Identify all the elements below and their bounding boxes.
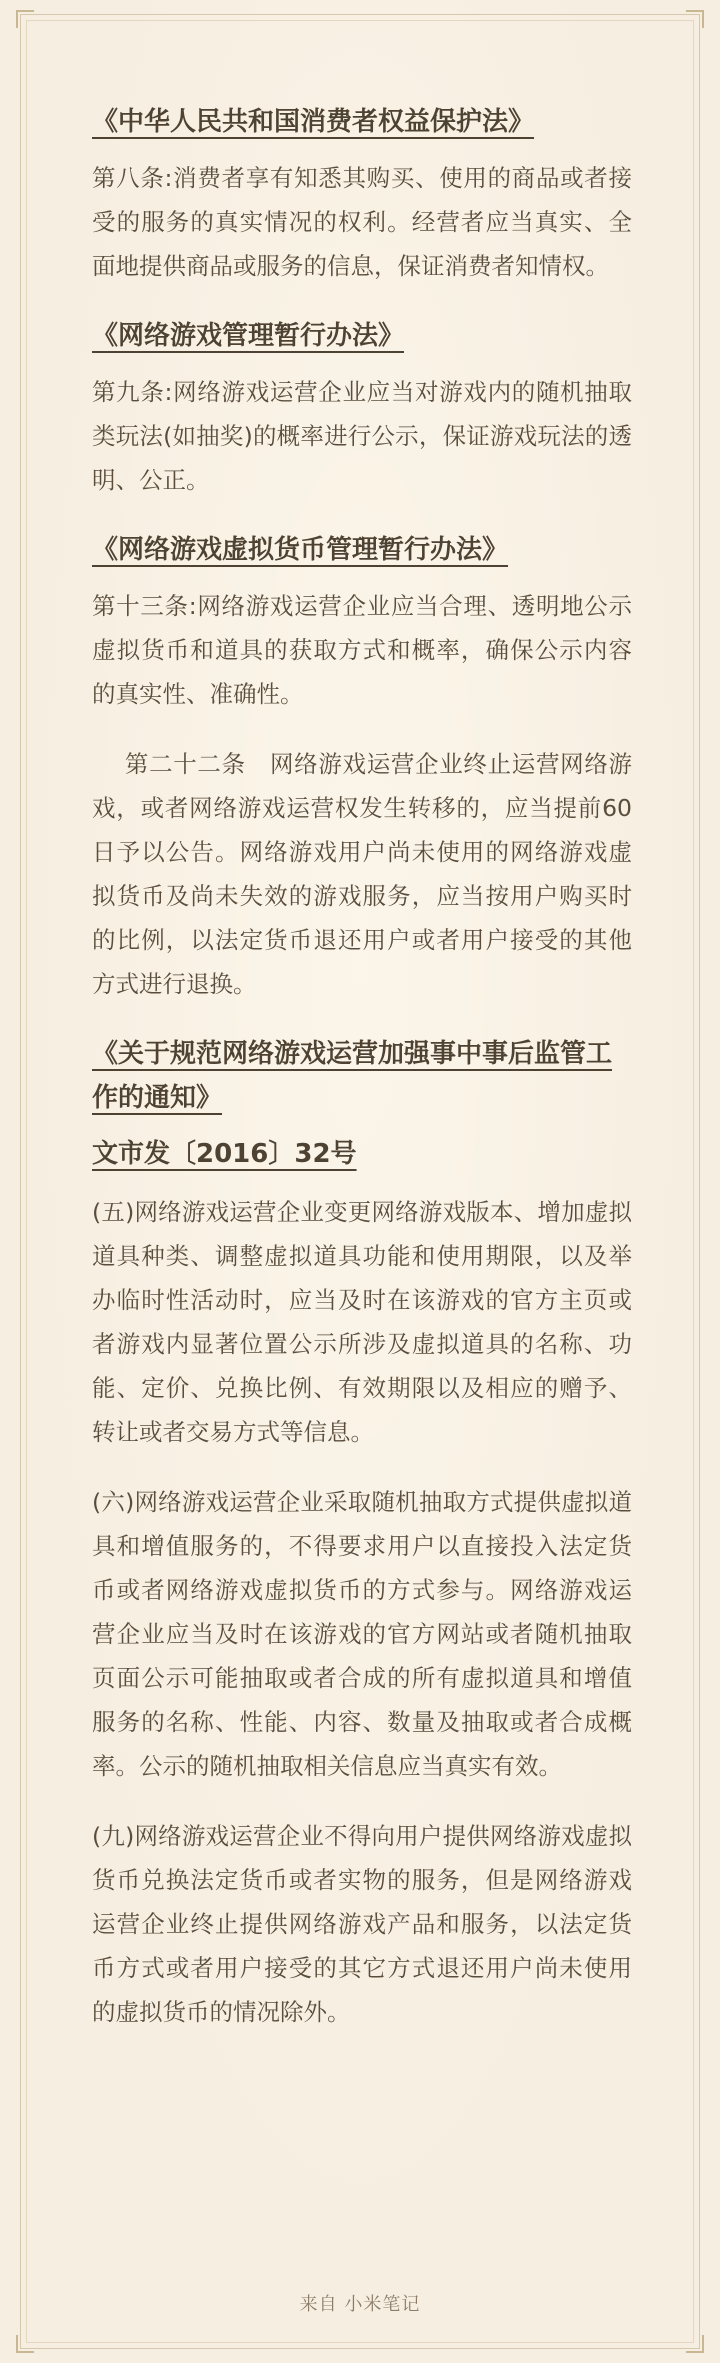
article-22-paragraph: 第二十二条 网络游戏运营企业终止运营网络游戏，或者网络游戏运营权发生转移的，应当提前60日予以公告。网络游戏用户尚未使用的网络游戏虚拟货币及尚未失效的游戏服务，应当按用户购买时的比例，以法定货币退还用户或者用户接受的其他方式进行退换。 (92, 750, 632, 998)
law-title-operation-supervision-notice: 《关于规范网络游戏运营加强事中事后监管工作的通知》 (92, 1039, 613, 1113)
note-content (92, 100, 632, 2060)
frame-corner-top-right (686, 10, 704, 28)
frame-corner-top-left (16, 10, 34, 28)
document-number: 文市发〔2016〕32号 (92, 1139, 357, 1169)
article-13-paragraph: 第十三条:网络游戏运营企业应当合理、透明地公示虚拟货币和道具的获取方式和概率，确保公示内容的真实性、准确性。 (92, 592, 632, 708)
law-title-online-game-management: 《网络游戏管理暂行办法》 (92, 321, 405, 351)
source-footer: 来自 小米笔记 (299, 2294, 421, 2315)
clause-5-paragraph: (五)网络游戏运营企业变更网络游戏版本、增加虚拟道具种类、调整虚拟道具功能和使用期限，以及举办临时性活动时，应当及时在该游戏的官方主页或者游戏内显著位置公示所涉及虚拟道具的名称、功能、定价、兑换比例、有效期限以及相应的赠予、转让或者交易方式等信息。 (92, 1198, 632, 1446)
frame-corner-bottom-right (686, 2335, 704, 2353)
law-title-virtual-currency: 《网络游戏虚拟货币管理暂行办法》 (92, 535, 509, 565)
law-title-consumer-protection: 《中华人民共和国消费者权益保护法》 (92, 107, 535, 137)
frame-corner-bottom-left (16, 2335, 34, 2353)
article-8-paragraph: 第八条:消费者享有知悉其购买、使用的商品或者接受的服务的真实情况的权利。经营者应当真实、全面地提供商品或服务的信息，保证消费者知情权。 (92, 164, 632, 280)
article-9-paragraph: 第九条:网络游戏运营企业应当对游戏内的随机抽取类玩法(如抽奖)的概率进行公示，保证游戏玩法的透明、公正。 (92, 378, 632, 494)
clause-9-paragraph: (九)网络游戏运营企业不得向用户提供网络游戏虚拟货币兑换法定货币或者实物的服务，但是网络游戏运营企业终止提供网络游戏产品和服务，以法定货币方式或者用户接受的其它方式退还用户尚未使用的虚拟货币的情况除外。 (92, 1822, 632, 2026)
clause-6-paragraph: (六)网络游戏运营企业采取随机抽取方式提供虚拟道具和增值服务的，不得要求用户以直接投入法定货币或者网络游戏虚拟货币的方式参与。网络游戏运营企业应当及时在该游戏的官方网站或者随机抽取页面公示可能抽取或者合成的所有虚拟道具和增值服务的名称、性能、内容、数量及抽取或者合成概率。公示的随机抽取相关信息应当真实有效。 (92, 1488, 632, 1780)
